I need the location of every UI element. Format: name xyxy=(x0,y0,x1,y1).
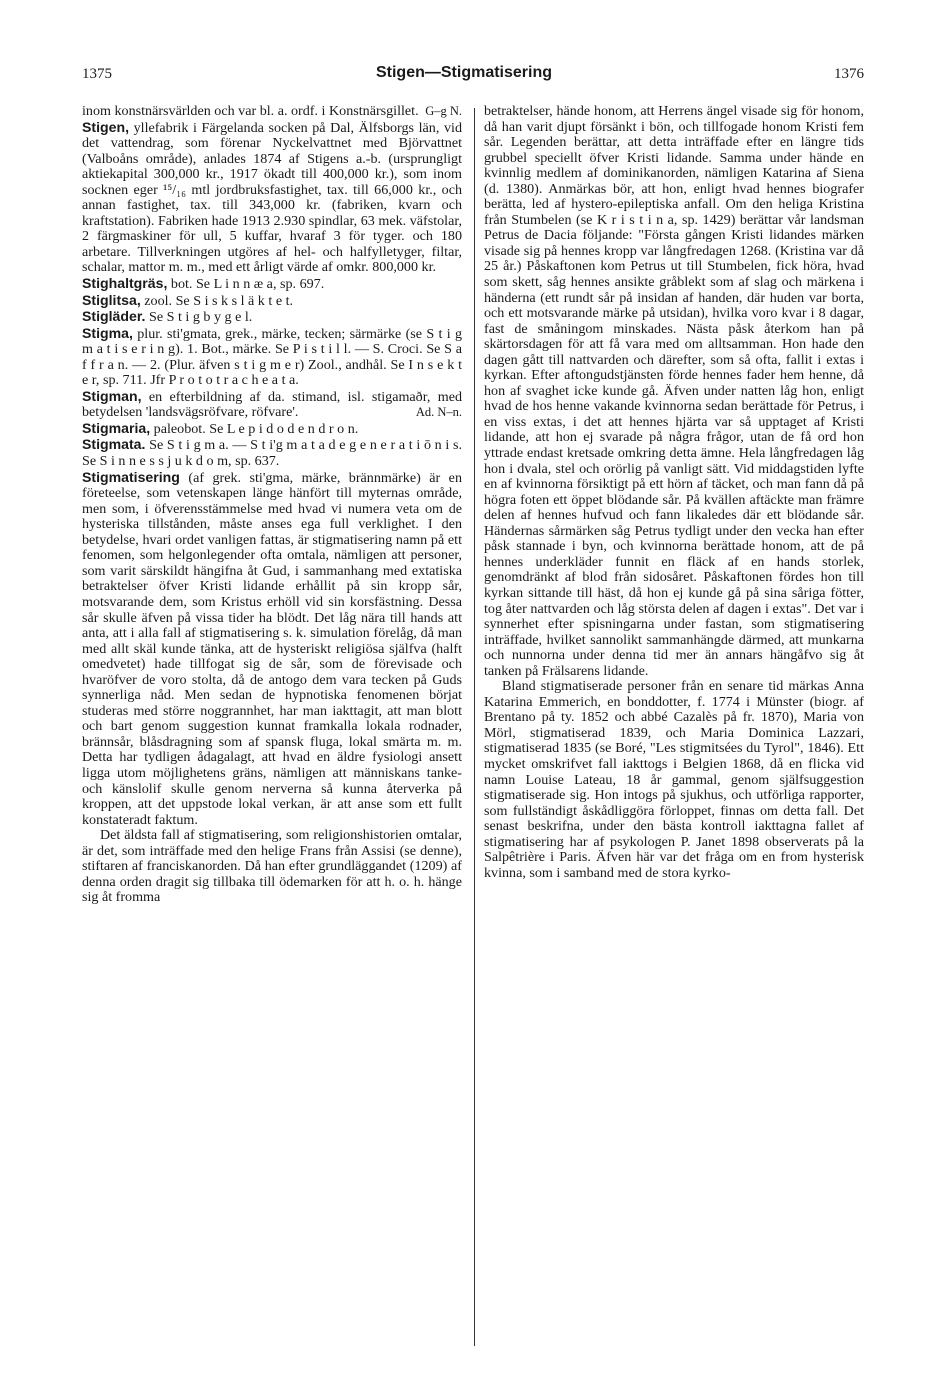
dictionary-entry xyxy=(82,828,462,906)
dictionary-entry xyxy=(82,326,462,389)
entry-text: Se S t i g b y g e l. xyxy=(145,309,253,326)
entry-headword: Stigen, xyxy=(82,118,129,135)
entry-text: paleobot. Se L e p i d o d e n d r o n. xyxy=(150,420,359,437)
entry-text: Se S t i g m a. — S t i'g m a t a d e g e n e r a t i ō n i s. Se S i n n e s s j u k d o m, sp. 637. xyxy=(82,437,462,470)
entry-text: plur. sti'gmata, grek., märke, tecken; särmärke (se S t i g m a t i s e r i n g). 1. Bot., märke. Se P i s t i l l. — S. Croci. Se S a f f r a n. — 2. (Plur. äfven s t i g m e r) Zool., andhål. Se I n s e k t e r, sp. 711. Jfr P r o t o t r a c h e a t a. xyxy=(82,325,462,389)
entry-headword: Stigmatisering xyxy=(82,468,180,485)
entry-headword: Stighaltgräs, xyxy=(82,275,168,292)
dictionary-entry xyxy=(82,470,462,829)
right-column xyxy=(484,104,864,881)
entry-text: bot. Se L i n n æ a, sp. 697. xyxy=(167,276,325,293)
entry-headword: Stigmata. xyxy=(82,436,146,453)
page-number-right: 1376 xyxy=(834,66,864,82)
entry-headword: Stigläder. xyxy=(82,308,146,325)
dictionary-entry xyxy=(82,421,462,438)
dictionary-entry xyxy=(82,293,462,310)
page-number-left: 1375 xyxy=(82,66,112,82)
entry-headword: Stiglitsa, xyxy=(82,291,141,308)
entry-text: (af grek. sti'gma, märke, brännmärke) är en företeelse, som vetenskapen länge hänfört till myternas område, men som, i öfverensstämmelse med hvad vi numera veta om de hysteriska tillstånden, måste anses ega full verklighet. I den betydelse, hvari ordet vanligen fattas, är stigmatisering namn på ett fenomen, som helgonlegender ofta omtala, nämligen att personer, som varit särskildt hängifna åt Gud, i sammanhang med extatiska betraktelser öfver Kristi lidande erhållit på sin kropp sår, motsvarande dem, som Kristus erhöll vid sin korsfästning. Dessa sår skulle äfven på vissa tider ha blödt. Det låg nära till hands att anta, att i alla fall af stigmatisering s. k. simulation förelåg, då man med allt skäl kunde tänka, att de hysteriskt religiösa själfva (halft omedvetet) hade tillfogat sig de sår, som de förevisade och hvaröfver de voro stolta, då de antogo dem vara tecken på Guds synnerliga nåd. Men sedan de hypnotiska fenomenen börjat studeras med större noggrannhet, har man iakttagit, att man blott och bart genom suggestion kunnat framkalla lokala rodnader, brännsår, blåsdragning som af spansk fluga, lokal smärta m. m. Detta har tydligen ådagalagt, att hvad en äldre fysiologi ansett ligga utom möjlighetens gräns, nämligen att människans tanke- och känslolif skulle genom nerverna så kunna återverka på kroppen, att det uppstode lokal verkan, är att anse som ett fullt konstateradt faktum. xyxy=(82,469,462,828)
entry-headword: Stigma, xyxy=(82,324,133,341)
dictionary-entry xyxy=(82,276,462,293)
dictionary-entry xyxy=(82,437,462,469)
dictionary-entry xyxy=(82,309,462,326)
entry-text: Det äldsta fall af stigmatisering, som religionshistorien omtalar, är det, som inträffade med den helige Frans från Assisi (se denne), stiftaren af franciskanorden. Då han efter grundläggandet (1209) af denna orden dragit sig tillbaka till ödemarken för att h. o. h. hänge sig åt fromma xyxy=(82,827,462,906)
left-column xyxy=(82,104,462,906)
author-signature: G–g N. xyxy=(425,104,462,118)
entry-headword: Stigmaria, xyxy=(82,419,151,436)
dictionary-entry xyxy=(82,104,462,120)
entry-text: yllefabrik i Färgelanda socken på Dal, Älfsborgs län, vid det vattendrag, som förenar Nyckelvattnet med Björvattnet (Valboåns område), anlades 1874 af Stigens a.-b. (ursprungligt aktiekapital 300,000 kr., 1917 ökadt till 400,000 kr.), som inom socknen eger ¹⁵/₁₆ mtl jordbruksfastighet, tax. till 66,000 kr., och annan fastighet, tax. till 343,000 kr. (fabriken, kvarn och kraftstation). Fabriken hade 1913 2.930 spindlar, 63 mek. väfstolar, 2 färgmaskiner för ull, 5 kuffar, hvaraf 3 för tyger. och 180 arbetare. Tillverkningen utgöres af hel- och halfylletyger, filtar, schalar, mattor m. m., med ett årligt värde af omkr. 800,000 kr. xyxy=(82,119,462,276)
running-header xyxy=(0,66,928,90)
running-title: Stigen—Stigmatisering xyxy=(375,64,553,81)
entry-headword: Stigman, xyxy=(82,387,142,404)
entry-text: en efterbildning af da. stimand, isl. stigamaðr, med betydelsen 'landsvägsröfvare, röfvare'. xyxy=(82,388,462,421)
dictionary-entry xyxy=(82,120,462,276)
article-paragraph: Bland stigmatiserade personer från en senare tid märkas Anna Katarina Emmerich, en bonddotter, f. 1774 i Münster (biogr. af Brentano på ty. 1852 och abbé Cazalès på fr. 1870), Maria von Mörl, stigmatiserad 1839, och Maria Dominica Lazzari, stigmatiserad 1835 (se Boré, "Les stigmitsées du Tyrol", 1846). Ett mycket omskrifvet fall iakttogs i Belgien 1868, då en flicka vid namn Louise Lateau, 18 år gammal, genom själfsuggestion stigmatiserade sig. Hon intogs på sjukhus, och utförliga rapporter, som fullständigt åskådliggöra förloppet, finnas om detta fall. Det senast beskrifna, under den bästa kontroll iakttagna fallet af stigmatisering har af psykologen P. Janet 1898 observerats på la Salpêtrière i Paris. Äfven här var det fråga om en from hysterisk kvinna, som i samband med de stora kyrko- xyxy=(484,678,864,881)
column-divider xyxy=(474,108,475,1346)
entry-text: inom konstnärsvärlden och var bl. a. ordf. i Konstnärsgillet. xyxy=(82,103,419,119)
article-paragraph: betraktelser, hände honom, att Herrens ängel visade sig för honom, då han varit djupt försänkt i bön, och tillfogade honom Kristi fem sår. Legenden berättar, att detta inträffade efter en längre tids grubbel speciellt öfver Kristi lidande. Samma under hände en kvinnlig medlem af dominikanorden, nämligen Katarina af Siena (d. 1380). Anmärkas bör, att hon, enligt hvad hennes biografer berätta, led af hystero-epileptiska anfall. Om den heliga Kristina från Stumbelen (se K r i s t i n a, sp. 1429) berättar vår landsman Petrus de Dacia följande: "Första gången Kristi lidandes märken visade sig på hennes kropp var långfredagen 1268. (Kristina var då 25 år.) Påskaftonen kom Petrus ut till Stumbelen, fick höra, hvad som skett, såg hennes ansikte gråblekt som af slag och märkena i händerna (ett rundt sår på insidan af handen, där huden var borta, och ett motsvarande märke på utsidan), hvilka voro kvar i 8 dagar, fast de småningom minskades. Nästa påsk återkom han på skärtorsdagen för att få vara med om alltsamman. Hon hade den dagen gått till nattvarden och därefter, som så ofta, fallit i extas i kyrkan. Efter aftongudstjänsten förde hennes fader hem henne, då hon af svaghet icke kunde gå. Äfven under natten låg hon, enligt hvad de hos henne vakande kvinnorna sedan berättade för Petrus, i en viss extas, i det att hennes hjärta var så upptaget af Kristi lidande, att hon ej svarade på några frågor, utan de få ord hon yttrade endast kretsade omkring detta ämne. Hela långfredagen låg hon i dvala, stel och orörlig på vanligt sätt. Vid middagstiden lyfte en af kvinnorna försiktigt på ett hörn af täcket, och man fann då på högra foten ett öppet blödande sår. På kvällen aftäckte man främre delen af hennes hufvud och fann likaledes där ett blödande sår. Händernas sårmärken såg Petrus tydligt under den vecka han efter påsk stannade i byn, och kvinnorna berättade honom, att de på hennes underkläder funnit en fläck af en hands storlek, genomdränkt af blod från sidosåret. Påskaftonen fördes hon till kyrkan sittande till häst, då hon ej kunde gå på sina såriga fötter, tog åter nattvarden och låg största delen af dagen i extas". Det var i synnerhet efter spisningarna under fastan, som stigmatisering inträffade, hvilket sannolikt sammanhängde därmed, att munkarna och nunnorna under denna tid mer än annars hängåfvo sig åt tanken på Frälsarens lidande. xyxy=(484,103,864,679)
dictionary-entry xyxy=(82,389,462,421)
author-signature: Ad. N–n. xyxy=(415,405,462,420)
entry-text: zool. Se S i s k s l ä k t e t. xyxy=(140,292,294,309)
